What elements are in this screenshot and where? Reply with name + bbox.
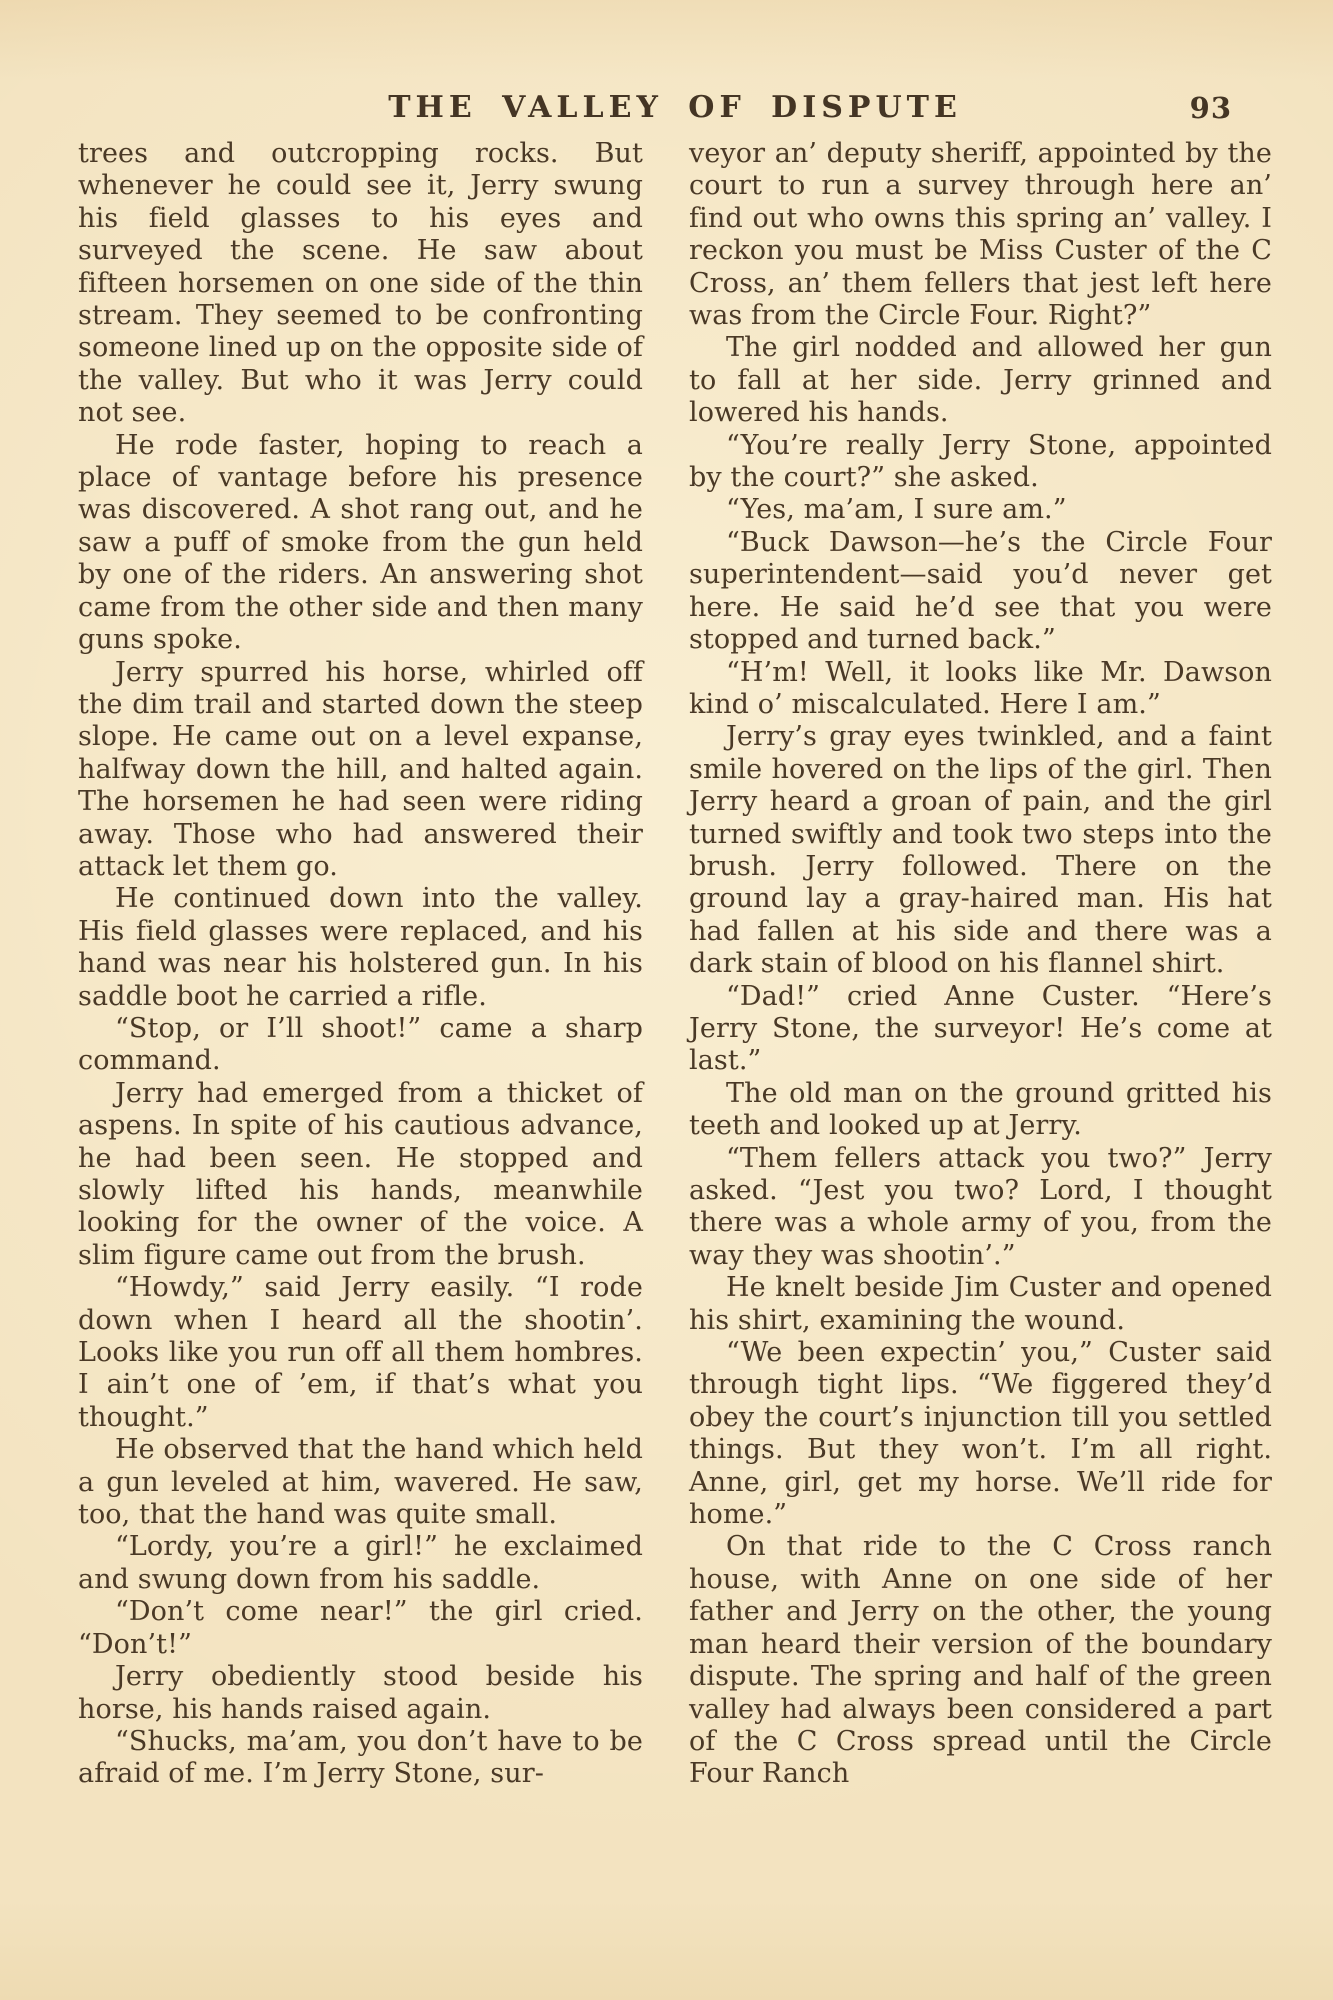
page-header bbox=[78, 90, 1272, 130]
paragraph: He observed that the hand which held a gun leveled at him, wavered. He saw, too, that the hand was quite small. bbox=[78, 1434, 643, 1531]
paragraph: Jerry spurred his horse, whirled off the dim trail and started down the steep slope. He came out on a level expanse, halfway down the hill, and halted again. The horsemen he had seen were riding away. Those who had answered their attack let them go. bbox=[78, 656, 643, 882]
paragraph: trees and outcropping rocks. But whenever he could see it, Jerry swung his field glasses to his eyes and surveyed the scene. He saw about fifteen horsemen on one side of the thin stream. They seemed to be confronting someone lined up on the opposite side of the valley. But who it was Jerry could not see. bbox=[78, 138, 643, 429]
paragraph: He continued down into the valley. His field glasses were replaced, and his hand was near his holstered gun. In his saddle boot he carried a rifle. bbox=[78, 883, 643, 1012]
page-title: THE VALLEY OF DISPUTE bbox=[388, 90, 962, 125]
paragraph: “Howdy,” said Jerry easily. “I rode down when I heard all the shootin’. Looks like you run off all them hombres. I ain’t one of ’em, if that’s what you thought.” bbox=[78, 1272, 643, 1433]
paragraph: “Dad!” cried Anne Custer. “Here’s Jerry Stone, the surveyor! He’s come at last.” bbox=[689, 980, 1272, 1077]
paragraph: Jerry obediently stood beside his horse, his hands raised again. bbox=[78, 1661, 643, 1725]
paragraph: He rode faster, hoping to reach a place of vantage before his presence was discovered. A shot rang out, and he saw a puff of smoke from the gun held by one of the riders. An answering shot came from the other side and then many guns spoke. bbox=[78, 429, 643, 656]
page-number: 93 bbox=[1189, 91, 1232, 125]
paragraph: “Them fellers attack you two?” Jerry asked. “Jest you two? Lord, I thought there was a whole army of you, from the way they was shootin’.” bbox=[689, 1142, 1272, 1271]
paragraph: “Lordy, you’re a girl!” he exclaimed and swung down from his saddle. bbox=[78, 1531, 643, 1595]
paragraph: The girl nodded and allowed her gun to fall at her side. Jerry grinned and lowered his hands. bbox=[689, 332, 1272, 429]
paragraph: “H’m! Well, it looks like Mr. Dawson kind o’ miscalculated. Here I am.” bbox=[689, 656, 1272, 720]
paragraph: The old man on the ground gritted his teeth and looked up at Jerry. bbox=[689, 1077, 1272, 1142]
paragraph: “Yes, ma’am, I sure am.” bbox=[726, 494, 1067, 526]
text-columns bbox=[78, 138, 1272, 1791]
paragraph: “Don’t come near!” the girl cried. “Don’t!” bbox=[78, 1596, 643, 1660]
paragraph: “Stop, or I’ll shoot!” came a sharp command. bbox=[78, 1012, 643, 1077]
paragraph: veyor an’ deputy sheriff, appointed by the court to run a survey through here an’ find out who owns this spring an’ valley. I reckon you must be Miss Custer of the C Cross, an’ them fellers that jest left here was from the Circle Four. Right?” bbox=[689, 138, 1272, 332]
paragraph: “Buck Dawson—he’s the Circle Four superintendent—said you’d never get here. He said he’d see that you were stopped and turned back.” bbox=[689, 526, 1272, 656]
paragraph: Jerry had emerged from a thicket of aspens. In spite of his cautious advance, he had been seen. He stopped and slowly lifted his hands, meanwhile looking for the owner of the voice. A slim figure came out from the brush. bbox=[78, 1077, 643, 1271]
paragraph: “You’re really Jerry Stone, appointed by the court?” she asked. bbox=[689, 429, 1272, 494]
paragraph: “Shucks, ma’am, you don’t have to be afraid of me. I’m Jerry Stone, sur- bbox=[78, 1725, 643, 1790]
paragraph: “We been expectin’ you,” Custer said through tight lips. “We figgered they’d obey the court’s injunction till you settled things. But they won’t. I’m all right. Anne, girl, get my horse. We’ll ride for home.” bbox=[689, 1337, 1272, 1531]
paragraph: He knelt beside Jim Custer and opened his shirt, examining the wound. bbox=[689, 1272, 1272, 1336]
paragraph: On that ride to the C Cross ranch house, with Anne on one side of her father and Jerry on the other, the young man heard their version of the boundary dispute. The spring and half of the green valley had always been considered a part of the C Cross spread until the Circle Four Ranch bbox=[689, 1531, 1272, 1790]
right-column bbox=[689, 138, 1272, 1791]
left-column bbox=[78, 138, 643, 1791]
paragraph: Jerry’s gray eyes twinkled, and a faint smile hovered on the lips of the girl. Then Jerry heard a groan of pain, and the girl turned swiftly and took two steps into the brush. Jerry followed. There on the ground lay a gray-haired man. His hat had fallen at his side and there was a dark stain of blood on his flannel shirt. bbox=[689, 721, 1272, 980]
